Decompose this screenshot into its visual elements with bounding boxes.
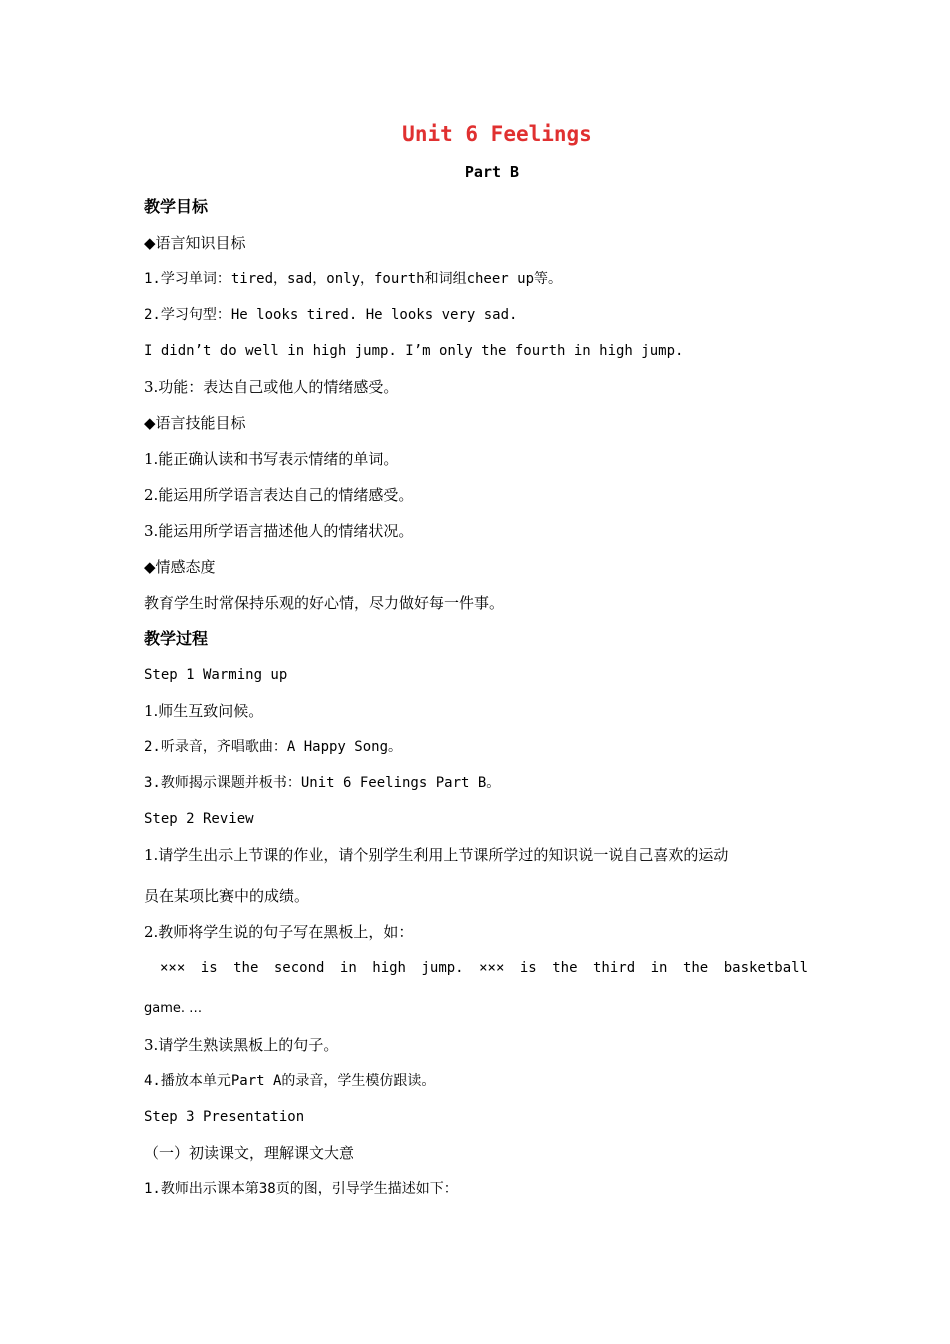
- paragraph: 2.听录音，齐唱歌曲：A Happy Song。: [144, 739, 403, 755]
- paragraph: 2.教师将学生说的句子写在黑板上，如：: [144, 923, 414, 941]
- paragraph: 员在某项比赛中的成绩。: [144, 887, 310, 905]
- paragraph: 1.师生互致问候。: [144, 702, 264, 720]
- paragraph: 1.教师出示课本第38页的图，引导学生描述如下：: [144, 1181, 458, 1197]
- section-heading-goals: 教学目标: [144, 197, 209, 216]
- subheading-knowledge: ◆语言知识目标: [144, 234, 246, 252]
- paragraph: 1.能正确认读和书写表示情绪的单词。: [144, 450, 399, 468]
- paragraph: 1.学习单词：tired，sad，only，fourth和词组cheer up等。: [144, 271, 563, 287]
- example-sentence: ××× is the second in high jump. ××× is the third in the basketball: [160, 960, 808, 976]
- paragraph: 3.请学生熟读黑板上的句子。: [144, 1036, 339, 1054]
- step-heading: Step 2 Review: [144, 811, 254, 827]
- paragraph: 3.教师揭示课题并板书：Unit 6 Feelings Part B。: [144, 775, 501, 791]
- paragraph: 1.请学生出示上节课的作业，请个别学生利用上节课所学过的知识说一说自己喜欢的运动: [144, 846, 729, 864]
- step-heading: Step 3 Presentation: [144, 1109, 305, 1125]
- document-subtitle: Part B: [464, 163, 520, 181]
- paragraph: 3.能运用所学语言描述他人的情绪状况。: [144, 522, 414, 540]
- paragraph: 4.播放本单元Part A的录音，学生模仿跟读。: [144, 1073, 436, 1089]
- paragraph: 教育学生时常保持乐观的好心情，尽力做好每一件事。: [144, 594, 505, 612]
- document-body: [144, 196, 808, 1214]
- example-sentence-end: game. …: [144, 1001, 203, 1016]
- subheading-first-reading: （一）初读课文，理解课文大意: [144, 1144, 355, 1162]
- subheading-skills: ◆语言技能目标: [144, 414, 246, 432]
- subheading-attitude: ◆情感态度: [144, 558, 216, 576]
- paragraph: 3.功能：表达自己或他人的情绪感受。: [144, 378, 399, 396]
- paragraph: I didn’t do well in high jump. I’m only the fourth in high jump.: [144, 343, 684, 359]
- paragraph: 2.学习句型：He looks tired. He looks very sad.: [144, 307, 518, 323]
- paragraph: 2.能运用所学语言表达自己的情绪感受。: [144, 486, 414, 504]
- document-title: Unit 6 Feelings: [402, 122, 592, 146]
- section-heading-process: 教学过程: [144, 629, 209, 648]
- step-heading: Step 1 Warming up: [144, 667, 288, 683]
